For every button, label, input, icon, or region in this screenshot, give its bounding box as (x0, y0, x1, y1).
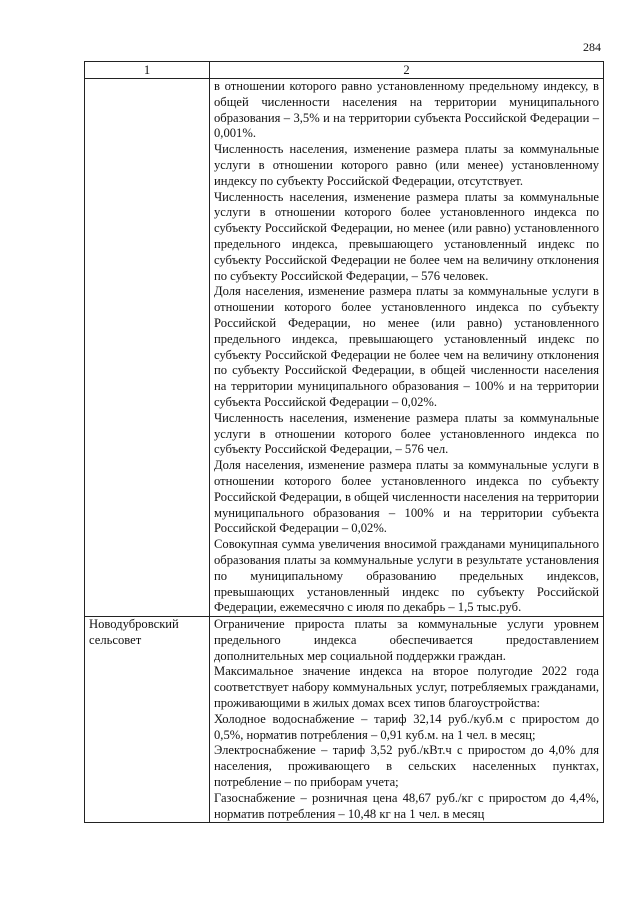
paragraph: Доля населения, изменение размера платы за коммунальные услуги в отношении которого более установленного индекса по субъекту Российской Федерации, но менее (или равно) установленного предельного индекса, превышающего установленный индекс по субъекту Российской Федерации не более чем на величину отклонения по субъекту Российской Федерации, в общей численности населения на территории муниципального образования – 100% и на территории субъекта Российской Федерации – 0,02%. (214, 284, 599, 409)
table-row (85, 79, 604, 617)
table-row (85, 617, 604, 823)
paragraph: Доля населения, изменение размера платы за коммунальные услуги в отношении которого более установленного индекса по субъекту Российской Федерации, в общей численности населения на территории муниципального образования – 100% и на территории субъекта Российской Федерации – 0,02%. (214, 458, 599, 536)
paragraph: Газоснабжение – розничная цена 48,67 руб./кг с приростом до 4,4%, норматив потребления – 10,48 кг на 1 чел. в месяц (214, 790, 599, 821)
column-header-2: 2 (210, 62, 604, 79)
description-cell (210, 79, 604, 617)
document-table (84, 61, 604, 823)
paragraph: в отношении которого равно установленному предельному индексу, в общей численности населения на территории муниципального образования – 3,5% и на территории субъекта Российской Федерации – 0,001%. (214, 79, 599, 141)
page-number: 284 (583, 40, 601, 54)
column-header-1: 1 (85, 62, 210, 79)
paragraph: Ограничение прироста платы за коммунальные услуги уровнем предельного индекса обеспечивается предоставлением дополнительных мер социальной поддержки граждан. (214, 617, 599, 663)
paragraph: Численность населения, изменение размера платы за коммунальные услуги в отношении которого равно (или менее) установленному индексу по субъекту Российской Федерации, отсутствует. (214, 142, 599, 188)
paragraph: Холодное водоснабжение – тариф 32,14 руб./куб.м с приростом до 0,5%, норматив потребления – 0,91 куб.м. на 1 чел. в месяц; (214, 711, 599, 742)
municipality-cell: Новодубровский сельсовет (85, 617, 210, 823)
paragraph: Электроснабжение – тариф 3,52 руб./кВт.ч с приростом до 4,0% для населения, проживающего в сельских населенных пунктах, потребление – по приборам учета; (214, 743, 599, 790)
description-cell (210, 617, 604, 823)
paragraph: Максимальное значение индекса на второе полугодие 2022 года соответствует набору коммунальных услуг, потребляемых гражданами, проживающими в жилых домах всех типов благоустройства: (214, 664, 599, 711)
table-header-row (85, 62, 604, 79)
paragraph: Совокупная сумма увеличения вносимой гражданами муниципального образования платы за коммунальные услуги в результате установления по муниципальному образованию предельных индексов, превышающих установленный индекс по субъекту Российской Федерации, ежемесячно с июля по декабрь – 1,5 тыс.руб. (214, 537, 599, 615)
paragraph: Численность населения, изменение размера платы за коммунальные услуги в отношении которого более установленного индекса по субъекту Российской Федерации, – 576 чел. (214, 410, 599, 457)
municipality-cell (85, 79, 210, 617)
paragraph: Численность населения, изменение размера платы за коммунальные услуги в отношении которого более установленного индекса по субъекту Российской Федерации, но менее (или равно) установленного предельного индекса, превышающего установленный индекс по субъекту Российской Федерации не более чем на величину отклонения по субъекту Российской Федерации, – 576 человек. (214, 189, 599, 283)
